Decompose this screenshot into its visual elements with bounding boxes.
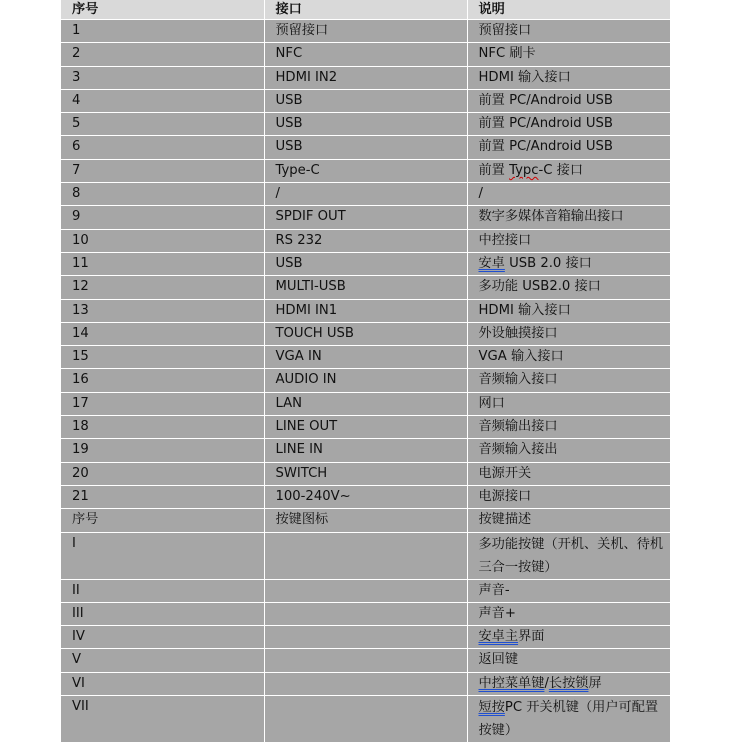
cell-description: 电源开关 [467, 462, 670, 485]
grammar-underlined-text: 中控菜单键 [478, 675, 545, 691]
cell-button-number: VI [61, 672, 264, 695]
cell-button-description: 返回键 [467, 649, 670, 672]
table-row [61, 206, 670, 229]
buttons-header-description: 按键描述 [467, 509, 670, 532]
cell-interface: SPDIF OUT [264, 206, 467, 229]
grammar-underlined-text: 安卓 [478, 255, 505, 271]
cell-description: 音频输入接口 [467, 369, 670, 392]
cell-interface: NFC [264, 43, 467, 66]
table-row [61, 159, 670, 182]
cell-description: VGA 输入接口 [467, 346, 670, 369]
cell-interface: TOUCH USB [264, 322, 467, 345]
cell-description: 音频输出接口 [467, 416, 670, 439]
table-row [61, 602, 670, 625]
description-text: PC 开关机键（用户可配置按键） [478, 700, 659, 739]
cell-description: 音频输入接出 [467, 439, 670, 462]
cell-description: 前置 PC/Android USB [467, 136, 670, 159]
cell-interface: LAN [264, 392, 467, 415]
cell-number: 3 [61, 66, 264, 89]
cell-description [467, 252, 670, 275]
spellcheck-underlined-text: Typc [509, 162, 539, 178]
table-row [61, 579, 670, 602]
cell-interface: HDMI IN1 [264, 299, 467, 322]
table-row [61, 89, 670, 112]
cell-number: 10 [61, 229, 264, 252]
cell-description: 多功能 USB2.0 接口 [467, 276, 670, 299]
cell-interface: RS 232 [264, 229, 467, 252]
cell-number: 12 [61, 276, 264, 299]
cell-description: HDMI 输入接口 [467, 66, 670, 89]
table-row [61, 649, 670, 672]
cell-interface: VGA IN [264, 346, 467, 369]
cell-description: 电源接口 [467, 485, 670, 508]
cell-number: 9 [61, 206, 264, 229]
cell-button-icon [264, 649, 467, 672]
cell-button-number: VII [61, 696, 264, 743]
cell-description: 前置 PC/Android USB [467, 89, 670, 112]
table-row [61, 322, 670, 345]
cell-description: HDMI 输入接口 [467, 299, 670, 322]
grammar-underlined-text: 长按锁 [548, 675, 589, 691]
cell-description: / [467, 183, 670, 206]
table-row [61, 229, 670, 252]
cell-button-description: 声音+ [467, 602, 670, 625]
table-row [61, 66, 670, 89]
table-row [61, 462, 670, 485]
cell-button-icon [264, 626, 467, 649]
cell-button-icon [264, 532, 467, 579]
table-row [61, 136, 670, 159]
table-row [61, 299, 670, 322]
cell-interface: USB [264, 252, 467, 275]
grammar-underlined-text: 短按 [478, 700, 505, 716]
cell-number: 21 [61, 485, 264, 508]
cell-number: 2 [61, 43, 264, 66]
cell-button-number: I [61, 532, 264, 579]
cell-description: 外设触摸接口 [467, 322, 670, 345]
cell-button-number: II [61, 579, 264, 602]
cell-interface: SWITCH [264, 462, 467, 485]
table-row [61, 183, 670, 206]
table-row [61, 20, 670, 43]
description-text: 前置 [478, 162, 510, 178]
cell-number: 1 [61, 20, 264, 43]
cell-number: 11 [61, 252, 264, 275]
cell-description: 中控接口 [467, 229, 670, 252]
cell-button-description: 声音- [467, 579, 670, 602]
table-row [61, 346, 670, 369]
cell-number: 14 [61, 322, 264, 345]
table-row [61, 276, 670, 299]
table-row [61, 672, 670, 695]
cell-button-number: IV [61, 626, 264, 649]
cell-button-description [467, 696, 670, 743]
table-row [61, 392, 670, 415]
cell-number: 18 [61, 416, 264, 439]
cell-button-number: V [61, 649, 264, 672]
cell-interface: LINE IN [264, 439, 467, 462]
cell-number: 15 [61, 346, 264, 369]
description-text: / [544, 675, 549, 691]
table-row [61, 416, 670, 439]
cell-number: 20 [61, 462, 264, 485]
cell-button-icon [264, 579, 467, 602]
header-description: 说明 [467, 0, 670, 20]
cell-button-description: 多功能按键（开机、关机、待机三合一按键） [467, 532, 670, 579]
cell-interface: USB [264, 136, 467, 159]
cell-button-icon [264, 696, 467, 743]
table-row [61, 439, 670, 462]
cell-button-icon [264, 672, 467, 695]
table-row [61, 113, 670, 136]
cell-interface: 100-240V~ [264, 485, 467, 508]
cell-interface: AUDIO IN [264, 369, 467, 392]
cell-description: 网口 [467, 392, 670, 415]
cell-number: 5 [61, 113, 264, 136]
grammar-underlined-text: 安卓主 [478, 629, 519, 645]
table-row [61, 696, 670, 743]
table-row [61, 252, 670, 275]
buttons-header-row [61, 509, 670, 532]
cell-interface: LINE OUT [264, 416, 467, 439]
cell-interface: MULTI-USB [264, 276, 467, 299]
cell-number: 6 [61, 136, 264, 159]
cell-description: 数字多媒体音箱输出接口 [467, 206, 670, 229]
cell-interface: 预留接口 [264, 20, 467, 43]
cell-number: 19 [61, 439, 264, 462]
cell-interface: Type-C [264, 159, 467, 182]
cell-interface: USB [264, 113, 467, 136]
cell-number: 13 [61, 299, 264, 322]
cell-button-description [467, 626, 670, 649]
table-row [61, 369, 670, 392]
cell-button-description [467, 672, 670, 695]
cell-number: 16 [61, 369, 264, 392]
cell-number: 8 [61, 183, 264, 206]
header-interface: 接口 [264, 0, 467, 20]
table-row [61, 532, 670, 579]
table-row [61, 626, 670, 649]
cell-button-number: III [61, 602, 264, 625]
cell-description [467, 159, 670, 182]
header-number: 序号 [61, 0, 264, 20]
description-text: -C 接口 [538, 162, 584, 178]
cell-button-icon [264, 602, 467, 625]
cell-number: 7 [61, 159, 264, 182]
table-row [61, 485, 670, 508]
cell-number: 17 [61, 392, 264, 415]
cell-number: 4 [61, 89, 264, 112]
cell-interface: USB [264, 89, 467, 112]
buttons-header-icon: 按键图标 [264, 509, 467, 532]
table-row [61, 43, 670, 66]
cell-description: 前置 PC/Android USB [467, 113, 670, 136]
buttons-header-number: 序号 [61, 509, 264, 532]
cell-description: NFC 刷卡 [467, 43, 670, 66]
cell-interface: HDMI IN2 [264, 66, 467, 89]
interface-spec-table [61, 0, 670, 743]
cell-interface: / [264, 183, 467, 206]
cell-description: 预留接口 [467, 20, 670, 43]
table-header-row [61, 0, 670, 20]
description-text: 屏 [588, 675, 602, 691]
description-text: USB 2.0 接口 [504, 255, 592, 271]
description-text: 界面 [518, 629, 545, 645]
